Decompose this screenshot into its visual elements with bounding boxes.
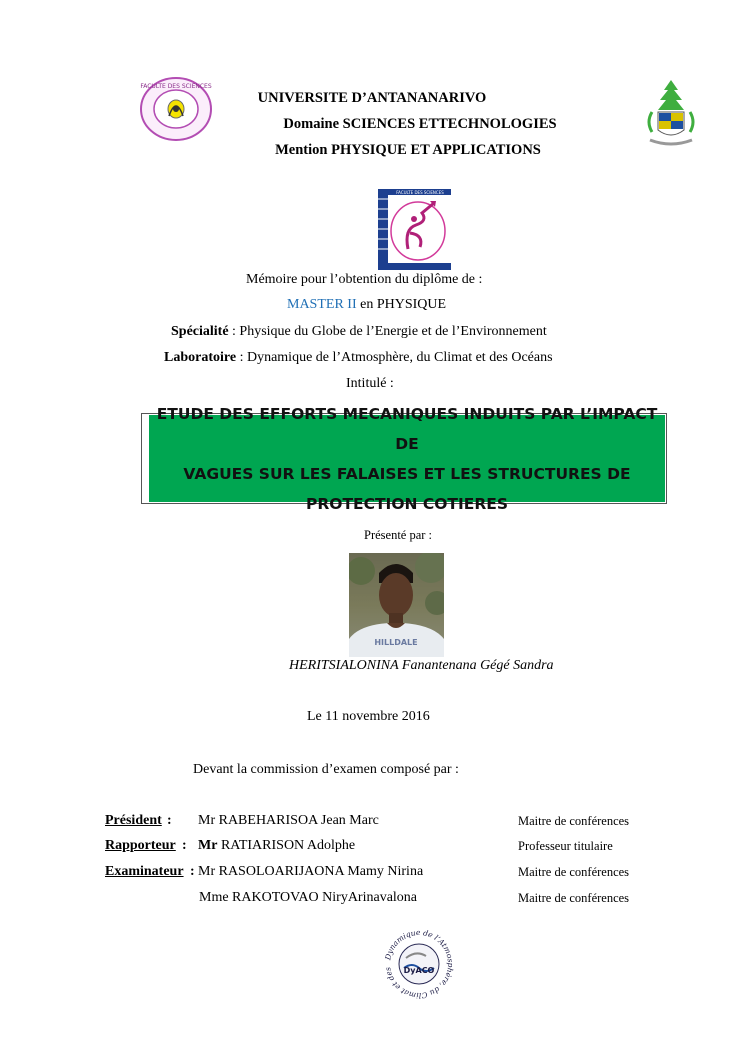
jury-row-examinateur [105, 864, 665, 884]
jury-row-examinateur-2 [105, 890, 665, 910]
mention-name: Mention PHYSIQUE ET APPLICATIONS [275, 142, 541, 158]
jury-role: Président [105, 813, 162, 828]
thesis-title-line-2: VAGUES SUR LES FALAISES ET LES STRUCTURES DE [183, 464, 631, 483]
jury-title: Maitre de conférences [518, 891, 630, 905]
laboratory-label: Laboratoire [164, 350, 237, 365]
left-seal-text: FACULTE DES SCIENCES [140, 83, 212, 90]
specialty-line [171, 324, 547, 340]
thesis-title-line-3: PROTECTION COTIERES [305, 494, 509, 513]
presented-by-label: Présenté par : [364, 528, 433, 542]
jury-name: Mr RABEHARISOA Jean Marc [198, 813, 379, 828]
presenter-shirt-text: HILLDALE [374, 638, 418, 647]
intitule-label: Intitulé : [346, 376, 394, 391]
dyaco-center-text: DyACO [403, 966, 435, 975]
jury-name [198, 838, 355, 854]
thesis-title [149, 404, 665, 513]
jury-title: Maitre de conférences [518, 865, 630, 879]
defense-date: Le 11 novembre 2016 [307, 709, 430, 724]
degree-rest: en PHYSIQUE [356, 297, 447, 312]
jury-sep: : [190, 864, 195, 879]
commission-label: Devant la commission d’examen composé par : [193, 762, 459, 777]
laboratory-value: : Dynamique de l’Atmosphère, du Climat et des Océans [236, 350, 553, 365]
presenter-photo [349, 553, 444, 657]
jury-name: Mme RAKOTOVAO NiryArinavalona [199, 890, 418, 905]
laboratory-line [164, 350, 553, 366]
thesis-title-box [141, 404, 667, 513]
jury-name-rest: RATIARISON Adolphe [217, 838, 356, 853]
jury-sep: : [167, 813, 172, 828]
jury-title: Maitre de conférences [518, 814, 630, 828]
domain-name: Domaine SCIENCES ETTECHNOLOGIES [283, 116, 557, 132]
jury-row-president [105, 813, 665, 833]
degree-line [287, 297, 446, 313]
specialty-value: : Physique du Globe de l’Energie et de l’Environnement [228, 324, 547, 339]
dyaco-lab-logo [378, 922, 460, 1000]
presenter-name: HERITSIALONINA Fanantenana Gégé Sandra [289, 658, 554, 673]
jury-role: Examinateur [105, 864, 184, 879]
center-logo-text: FACULTE DES SCIENCES [396, 190, 444, 195]
jury-sep: : [182, 838, 187, 853]
thesis-title-line-1: ETUDE DES EFFORTS MECANIQUES INDUITS PAR L’IMPACT DE [156, 404, 658, 453]
faculty-center-logo [378, 189, 451, 270]
jury-row-rapporteur [105, 838, 665, 858]
specialty-label: Spécialité [171, 324, 229, 339]
jury-name-prefix: Mr [198, 838, 218, 853]
memoir-intro: Mémoire pour l’obtention du diplôme de : [246, 272, 483, 287]
university-name: UNIVERSITE D’ANTANANARIVO [257, 90, 487, 106]
jury-role: Rapporteur [105, 838, 176, 853]
degree-highlight: MASTER II [287, 297, 357, 312]
jury-title: Professeur titulaire [518, 839, 613, 853]
jury-name: Mr RASOLOARIJAONA Mamy Nirina [198, 864, 424, 879]
dyaco-arc-textpath: Dynamique de l’Atmosphère, du Climat et des [383, 927, 456, 1000]
